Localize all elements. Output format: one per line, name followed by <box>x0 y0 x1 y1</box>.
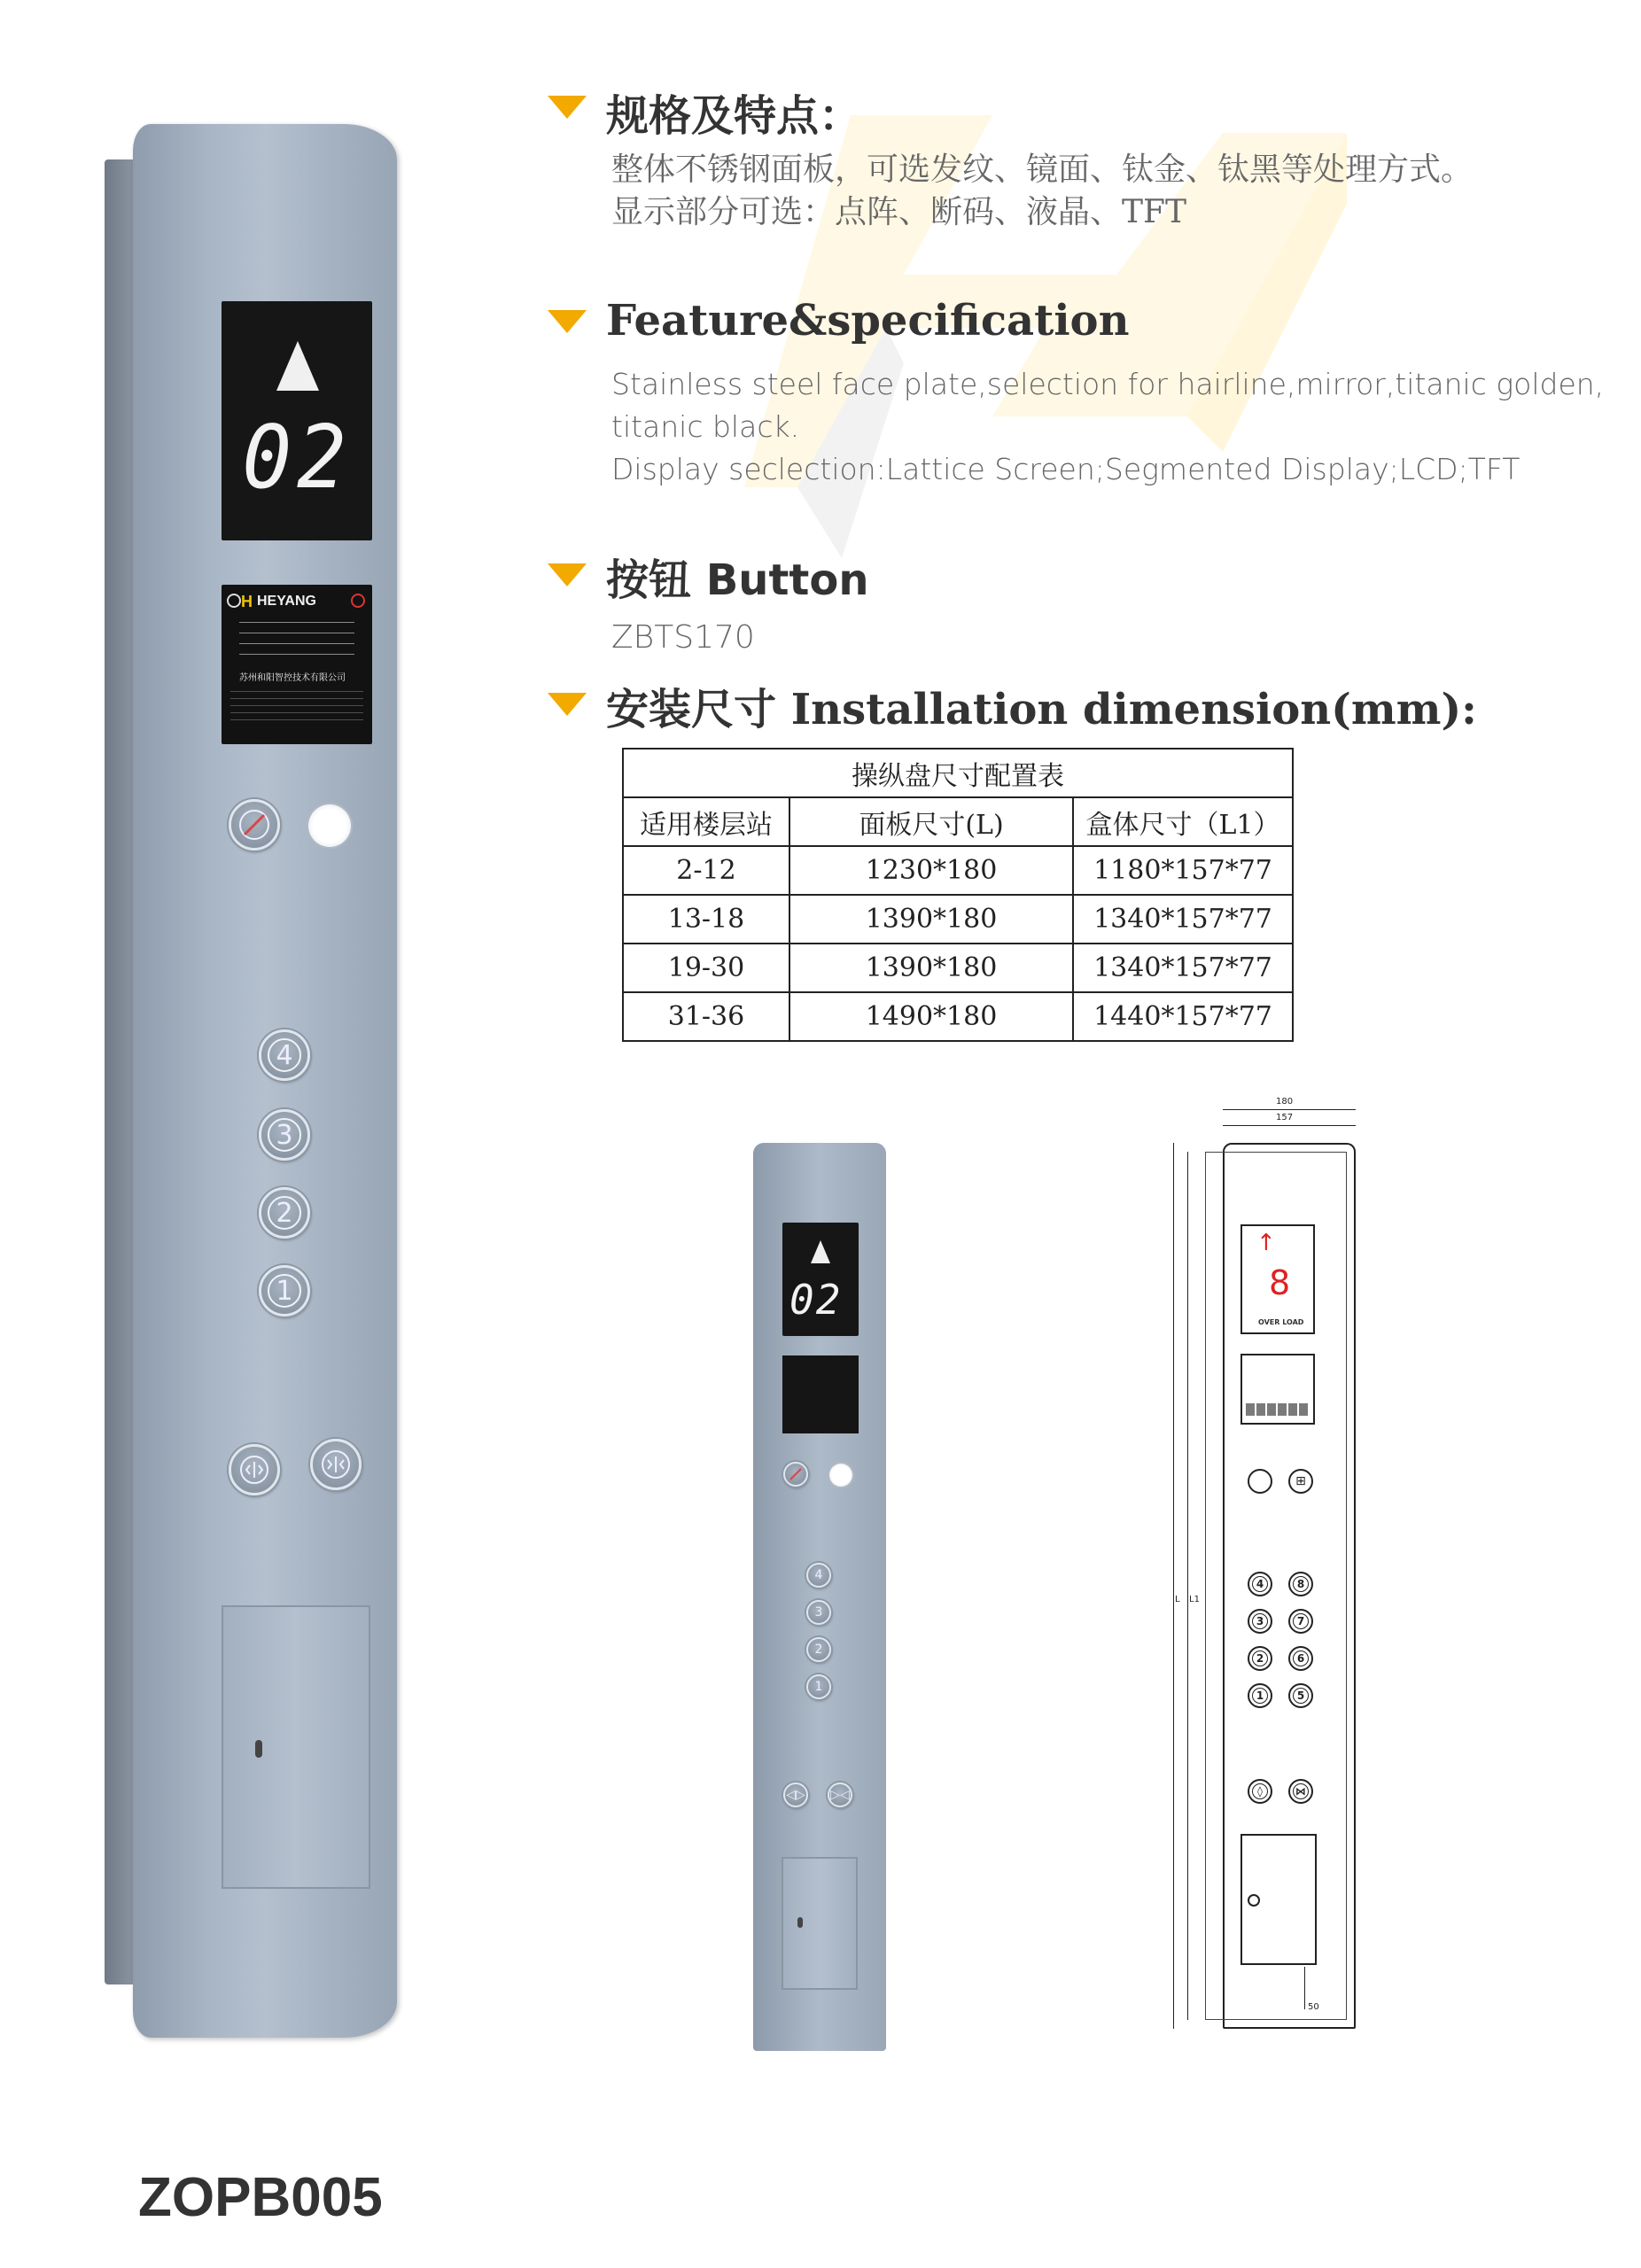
spec-cn-line-2: 显示部分可选：点阵、断码、液晶、TFT <box>611 194 1187 230</box>
indicator-light <box>829 1464 852 1487</box>
floor-button-4[interactable]: 4 <box>259 1029 310 1081</box>
floor-button-1[interactable]: 1 <box>259 1265 310 1317</box>
table-cell: 1490*180 <box>789 992 1073 1041</box>
drawing-info-plate <box>1240 1354 1315 1425</box>
service-cabinet[interactable] <box>222 1605 370 1889</box>
spec-en-line-2: titanic black. <box>611 409 800 444</box>
table-cell: 19-30 <box>623 944 789 992</box>
info-fineprint <box>230 691 363 726</box>
table-cell: 2-12 <box>623 846 789 895</box>
bullet-triangle-icon <box>548 96 587 119</box>
drawing-digit: 8 <box>1269 1263 1291 1302</box>
info-plate-small <box>782 1355 859 1433</box>
door-open-icon: ◁▷ <box>786 1788 805 1802</box>
floor-button-2[interactable]: 2 <box>259 1187 310 1239</box>
table-cell: 1230*180 <box>789 846 1073 895</box>
no-smoking-icon <box>351 594 365 608</box>
floor-digits-small: 02 <box>789 1276 843 1324</box>
keyhole-icon <box>797 1917 803 1928</box>
table-cell: 31-36 <box>623 992 789 1041</box>
floor-digits: 02 <box>242 408 352 509</box>
spec-cn-line-1: 整体不锈钢面板，可选发纹、镜面、钛金、钛黑等处理方式。 <box>611 151 1474 188</box>
door-close-button[interactable] <box>310 1439 362 1490</box>
floor-button-2[interactable]: 2 <box>806 1637 831 1662</box>
brand-logo-icon: H <box>241 593 253 610</box>
door-close-icon: ▷◁ <box>830 1788 850 1802</box>
door-close-icon <box>321 1449 351 1480</box>
dim-bottom: 50 <box>1308 2002 1319 2012</box>
table-header: 适用楼层站 <box>623 797 789 846</box>
info-plate <box>222 585 372 744</box>
spec-en-title: Feature&specification <box>606 296 1130 346</box>
floor-button-3[interactable]: 3 <box>259 1109 310 1161</box>
info-brand: HEYANG <box>257 594 316 609</box>
floor-display-small <box>782 1223 859 1336</box>
bullet-triangle-icon <box>548 563 587 586</box>
door-open-button[interactable] <box>229 1444 280 1495</box>
indicator-light <box>308 804 351 847</box>
technical-drawing <box>1170 1090 1373 2055</box>
keyhole-icon <box>255 1740 262 1758</box>
drawing-door-open <box>1248 1779 1272 1804</box>
door-open-button[interactable] <box>783 1783 808 1807</box>
bullet-triangle-icon <box>548 693 587 716</box>
up-arrow-icon: ↑ <box>1256 1230 1276 1256</box>
table-header: 盒体尺寸（L1） <box>1073 797 1293 846</box>
drawing-button-2: 2 <box>1248 1646 1272 1671</box>
drawing-button-7: 7 <box>1288 1609 1313 1634</box>
spec-cn-title: 规格及特点： <box>606 91 862 141</box>
table-cell: 1180*157*77 <box>1073 846 1293 895</box>
control-panel-small <box>753 1143 886 2051</box>
dim-l1: L1 <box>1189 1595 1200 1604</box>
button-model: ZBTS170 <box>611 619 755 656</box>
keyhole-icon <box>1248 1894 1260 1907</box>
panel-face <box>133 124 397 2038</box>
up-arrow-icon <box>276 341 319 391</box>
table-cell: 1390*180 <box>789 944 1073 992</box>
drawing-button-8: 8 <box>1288 1572 1313 1596</box>
grid-icon: ⊞ <box>1295 1474 1306 1488</box>
model-number: ZOPB005 <box>138 2167 383 2228</box>
floor-button-4[interactable]: 4 <box>806 1563 831 1588</box>
info-lines <box>239 622 354 657</box>
table-row <box>623 895 1293 944</box>
door-close-icon: ⋈ <box>1293 1783 1309 1799</box>
table-row <box>623 846 1293 895</box>
dim-l: L <box>1175 1595 1180 1604</box>
dim-inner: 157 <box>1276 1113 1294 1122</box>
drawing-button-3: 3 <box>1248 1609 1272 1634</box>
drawing-button-5: 5 <box>1288 1683 1313 1708</box>
dim-width: 180 <box>1276 1097 1294 1107</box>
button-title: 按钮 Button <box>606 555 869 605</box>
prohibited-icon <box>227 594 241 608</box>
door-open-icon: ◊ <box>1252 1783 1268 1799</box>
service-cabinet[interactable] <box>782 1857 858 1990</box>
drawing-button-6: 6 <box>1288 1646 1313 1671</box>
info-company: 苏州和阳智控技术有限公司 <box>239 673 346 683</box>
table-header: 面板尺寸(L) <box>789 797 1073 846</box>
floor-display <box>222 301 372 540</box>
drawing-button-4: 4 <box>1248 1572 1272 1596</box>
floor-button-3[interactable]: 3 <box>806 1600 831 1625</box>
dimension-table <box>622 748 1294 1042</box>
door-open-icon <box>239 1455 269 1485</box>
drawing-speaker <box>1288 1469 1313 1494</box>
table-cell: 1390*180 <box>789 895 1073 944</box>
table-cell: 1440*157*77 <box>1073 992 1293 1041</box>
drawing-display <box>1240 1224 1315 1334</box>
drawing-door-close <box>1288 1779 1313 1804</box>
table-cell: 1340*157*77 <box>1073 895 1293 944</box>
no-smoking-button[interactable] <box>229 799 280 850</box>
table-row <box>623 944 1293 992</box>
bullet-triangle-icon <box>548 310 587 333</box>
drawing-overload: OVER LOAD <box>1258 1318 1304 1326</box>
table-cell: 13-18 <box>623 895 789 944</box>
spec-en-line-1: Stainless steel face plate,selection for hairline,mirror,titanic golden, <box>611 367 1605 401</box>
installation-title: 安装尺寸 Installation dimension(mm): <box>606 685 1477 734</box>
drawing-indicator <box>1248 1469 1272 1494</box>
drawing-cabinet <box>1240 1834 1317 1965</box>
no-smoking-button[interactable] <box>783 1462 808 1487</box>
spec-en-line-3: Display seclection:Lattice Screen;Segmented Display;LCD;TFT <box>611 452 1520 486</box>
drawing-button-1: 1 <box>1248 1683 1272 1708</box>
no-smoking-icon <box>237 808 271 842</box>
table-cell: 1340*157*77 <box>1073 944 1293 992</box>
floor-button-1[interactable]: 1 <box>806 1674 831 1699</box>
no-smoking-icon <box>788 1466 804 1482</box>
table-row <box>623 992 1293 1041</box>
door-close-button[interactable] <box>828 1783 852 1807</box>
table-header-row <box>623 797 1293 846</box>
table-caption: 操纵盘尺寸配置表 <box>623 749 1293 797</box>
up-arrow-icon <box>811 1240 830 1263</box>
control-panel-large <box>105 124 397 2038</box>
